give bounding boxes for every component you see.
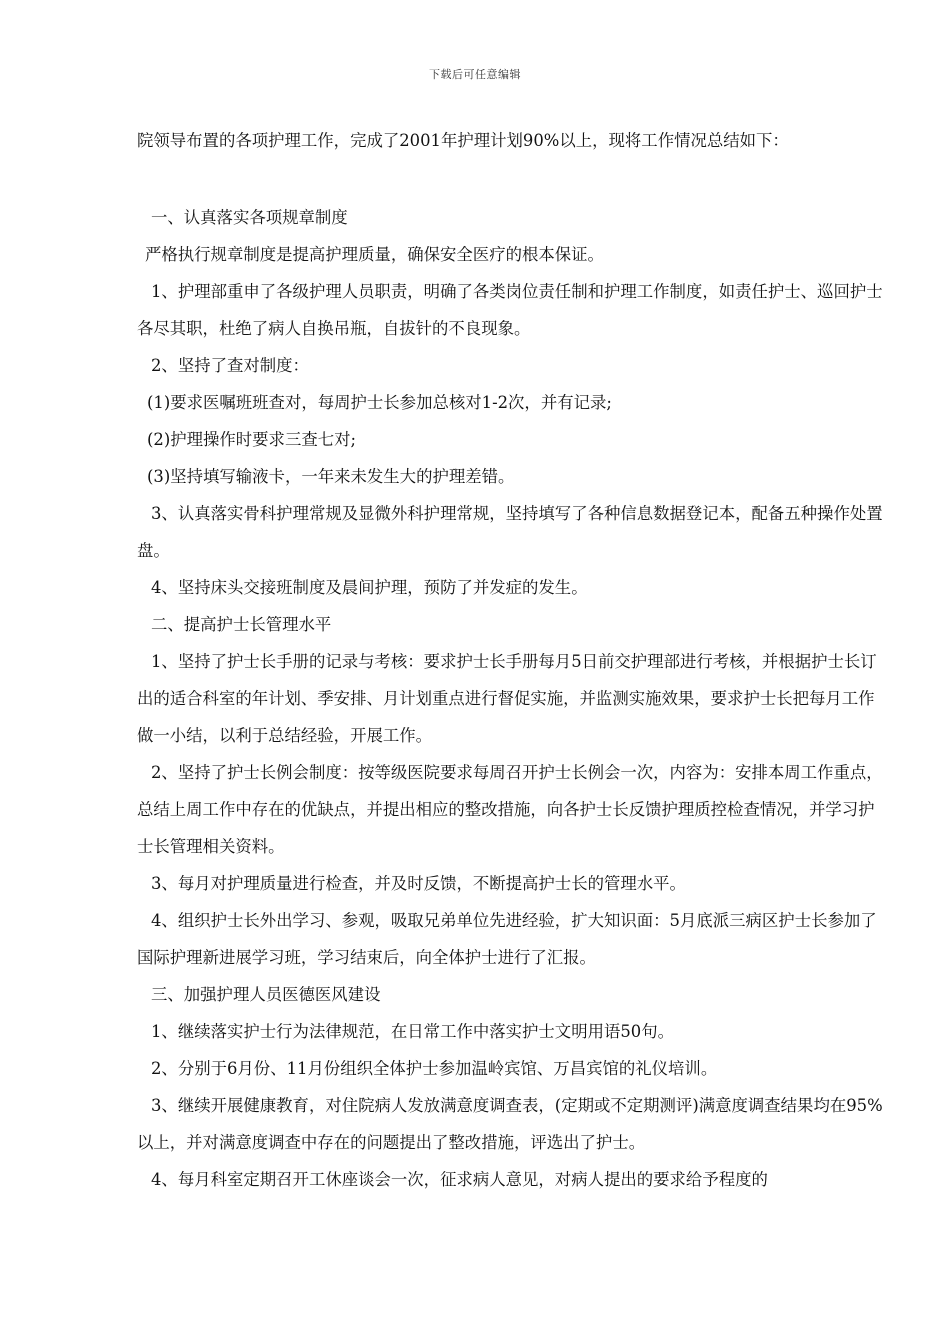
paragraph: 4、坚持床头交接班制度及晨间护理，预防了并发症的发生。 [151,578,588,597]
document-body [137,122,889,1198]
paragraph: (3)坚持填写输液卡，一年来未发生大的护理差错。 [147,467,515,486]
intro-paragraph: 院领导布置的各项护理工作，完成了2001年护理计划90%以上，现将工作情况总结如下： [137,131,789,150]
paragraph: 3、认真落实骨科护理常规及显微外科护理常规，坚持填写了各种信息数据登记本，配备五种操作处置盘。 [137,504,883,560]
paragraph: 3、每月对护理质量进行检查，并及时反馈，不断提高护士长的管理水平。 [151,874,686,893]
section-heading-3: 三、加强护理人员医德医风建设 [151,985,381,1004]
paragraph-gap [137,159,889,199]
paragraph: (1)要求医嘱班班查对，每周护士长参加总核对1-2次，并有记录; [147,393,612,412]
paragraph: 严格执行规章制度是提高护理质量，确保安全医疗的根本保证。 [145,245,604,264]
paragraph: 1、继续落实护士行为法律规范，在日常工作中落实护士文明用语50句。 [151,1022,675,1041]
section-heading-1: 一、认真落实各项规章制度 [151,208,348,227]
paragraph: 3、继续开展健康教育，对住院病人发放满意度调查表，(定期或不定期测评)满意度调查结果均在95%以上，并对满意度调查中存在的问题提出了整改措施，评选出了护士。 [137,1096,883,1152]
section-heading-2: 二、提高护士长管理水平 [151,615,332,634]
paragraph: 1、坚持了护士长手册的记录与考核：要求护士长手册每月5日前交护理部进行考核，并根据护士长订出的适合科室的年计划、季安排、月计划重点进行督促实施，并监测实施效果，要求护士长把每月工作做一小结，以利于总结经验，开展工作。 [137,652,877,745]
paragraph: 2、坚持了查对制度： [151,356,309,375]
paragraph: 2、分别于6月份、11月份组织全体护士参加温岭宾馆、万昌宾馆的礼仪培训。 [151,1059,718,1078]
paragraph: 1、护理部重申了各级护理人员职责，明确了各类岗位责任制和护理工作制度，如责任护士、巡回护士各尽其职，杜绝了病人自换吊瓶，自拔针的不良现象。 [137,282,883,338]
page-header: 下载后可任意编辑 [429,68,521,81]
paragraph: (2)护理操作时要求三查七对; [147,430,357,449]
paragraph: 4、组织护士长外出学习、参观，吸取兄弟单位先进经验，扩大知识面：5月底派三病区护士长参加了国际护理新进展学习班，学习结束后，向全体护士进行了汇报。 [137,911,877,967]
paragraph: 4、每月科室定期召开工休座谈会一次，征求病人意见，对病人提出的要求给予程度的 [151,1170,768,1189]
paragraph: 2、坚持了护士长例会制度：按等级医院要求每周召开护士长例会一次，内容为：安排本周工作重点，总结上周工作中存在的优缺点，并提出相应的整改措施，向各护士长反馈护理质控检查情况，并学习护士长管理相关资料。 [137,763,883,856]
